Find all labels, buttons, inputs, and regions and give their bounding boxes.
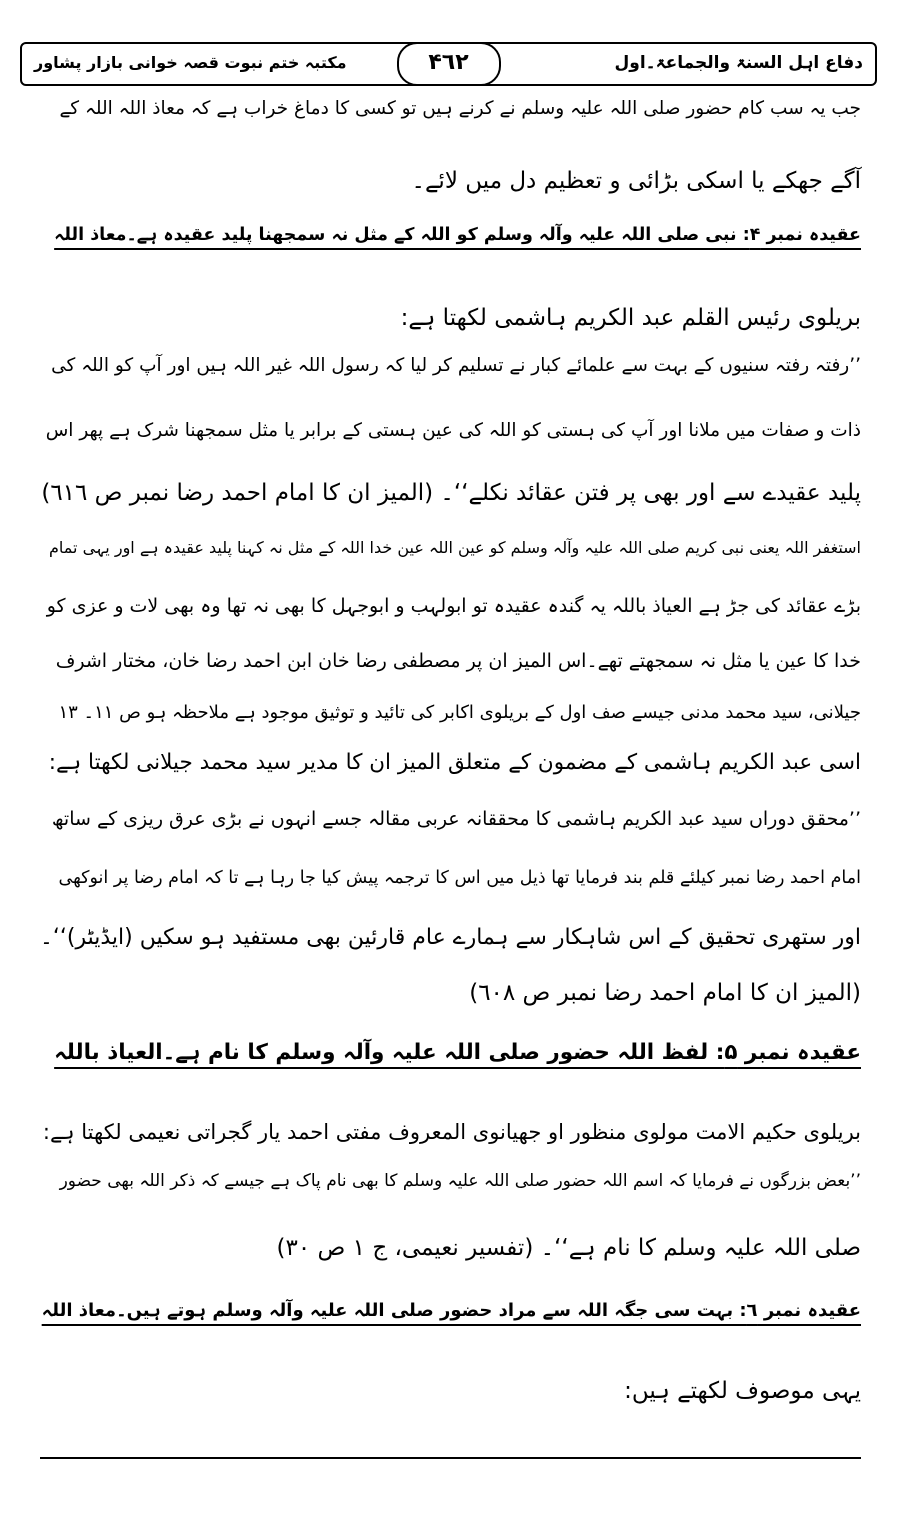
book-title: دفاع اہل السنۃ والجماعۃ۔اول — [614, 53, 863, 73]
section-heading: عقیدہ نمبر ۵: لفظ اللہ حضور صلی اللہ علیہ وآلہ وسلم کا نام ہے۔العیاذ باللہ — [54, 1040, 861, 1065]
text-line: یہی موصوف لکھتے ہیں: — [624, 1378, 861, 1404]
citation: (المیز ان کا امام احمد رضا نمبر ص ٦٠٨) — [469, 980, 861, 1006]
text-line: اسی عبد الکریم ہاشمی کے مضمون کے متعلق المیز ان کا مدیر سید محمد جیلانی لکھتا ہے: — [48, 750, 861, 775]
text-line: جب یہ سب کام حضور صلی اللہ علیہ وسلم نے کرنے ہیں تو کسی کا دماغ خراب ہے کہ معاذ اللہ اللہ کے — [59, 98, 861, 119]
section-heading: عقیدہ نمبر ٦: بہت سی جگہ اللہ سے مراد حضور صلی اللہ علیہ وآلہ وسلم ہوتے ہیں۔معاذ اللہ — [41, 1300, 861, 1321]
text-line: آگے جھکے یا اسکی بڑائی و تعظیم دل میں لائے۔ — [411, 168, 861, 194]
quote-line: ’’رفتہ رفتہ سنیوں کے بہت سے علمائے کبار نے تسلیم کر لیا کہ رسول اللہ غیر اللہ ہیں اور آپ کو اللہ کی — [51, 355, 861, 376]
page-number: ۴٦۲ — [397, 42, 501, 86]
section-heading: عقیدہ نمبر ۴: نبی صلی اللہ علیہ وآلہ وسلم کو اللہ کے مثل نہ سمجھنا پلید عقیدہ ہے۔معاذ اللہ — [54, 225, 861, 245]
quote-line: ’’بعض بزرگوں نے فرمایا کہ اسم اللہ حضور صلی اللہ علیہ وسلم کا بھی نام پاک ہے جیسے کہ ذکر اللہ بھی حضور — [59, 1171, 861, 1191]
quote-line: پلید عقیدے سے اور بھی پر فتن عقائد نکلے‘‘۔ (المیز ان کا امام احمد رضا نمبر ص ٦١٦) — [41, 480, 861, 506]
text-line: استغفر اللہ یعنی نبی کریم صلی اللہ علیہ وآلہ وسلم کو عین اللہ عین خدا اللہ کے مثل نہ کہنا پلید عقیدہ ہے اور یہی تمام — [49, 538, 861, 557]
quote-line: ’’محقق دوراں سید عبد الکریم ہاشمی کا محققانہ عربی مقالہ جسے انہوں نے بڑی عرق ریزی کے ساتھ — [51, 808, 861, 830]
text-line: جیلانی، سید محمد مدنی جیسے صف اول کے بریلوی اکابر کی تائید و توثیق موجود ہے ملاحظہ ہو ص ١١۔ ١٣ — [58, 702, 861, 723]
quote-line: اور ستھری تحقیق کے اس شاہکار سے ہمارے عام قارئین بھی مستفید ہو سکیں (ایڈیٹر)‘‘۔ — [40, 925, 861, 950]
page-header — [20, 42, 877, 86]
quote-line: امام احمد رضا نمبر کیلئے قلم بند فرمایا تھا ذیل میں اس کا ترجمہ پیش کیا جا رہا ہے تا کہ امام رضا پر انوکھی — [58, 868, 861, 888]
text-line: بریلوی رئیس القلم عبد الکریم ہاشمی لکھتا ہے: — [400, 305, 861, 331]
quote-line: صلی اللہ علیہ وسلم کا نام ہے‘‘۔ (تفسیر نعیمی، ج ١ ص ٣٠) — [276, 1235, 861, 1261]
quote-line: ذات و صفات میں ملانا اور آپ کی ہستی کو اللہ کی عین ہستی کے برابر یا مثل سمجھنا شرک ہے پھر اس — [45, 420, 861, 441]
text-line: بریلوی حکیم الامت مولوی منظور او جھیانوی المعروف مفتی احمد یار گجراتی نعیمی لکھتا ہے: — [42, 1120, 861, 1144]
footer-divider — [40, 1457, 861, 1459]
text-line: بڑے عقائد کی جڑ ہے العیاذ باللہ یہ گندہ عقیدہ تو ابولہب و ابوجہل کا بھی نہ تھا وہ بھی لات و عزی کو — [46, 595, 861, 617]
text-line: خدا کا عین یا مثل نہ سمجھتے تھے۔اس المیز ان پر مصطفی رضا خان ابن احمد رضا خان، مختار اشرف — [55, 650, 861, 672]
publisher: مکتبہ ختم نبوت قصہ خوانی بازار پشاور — [34, 53, 347, 72]
